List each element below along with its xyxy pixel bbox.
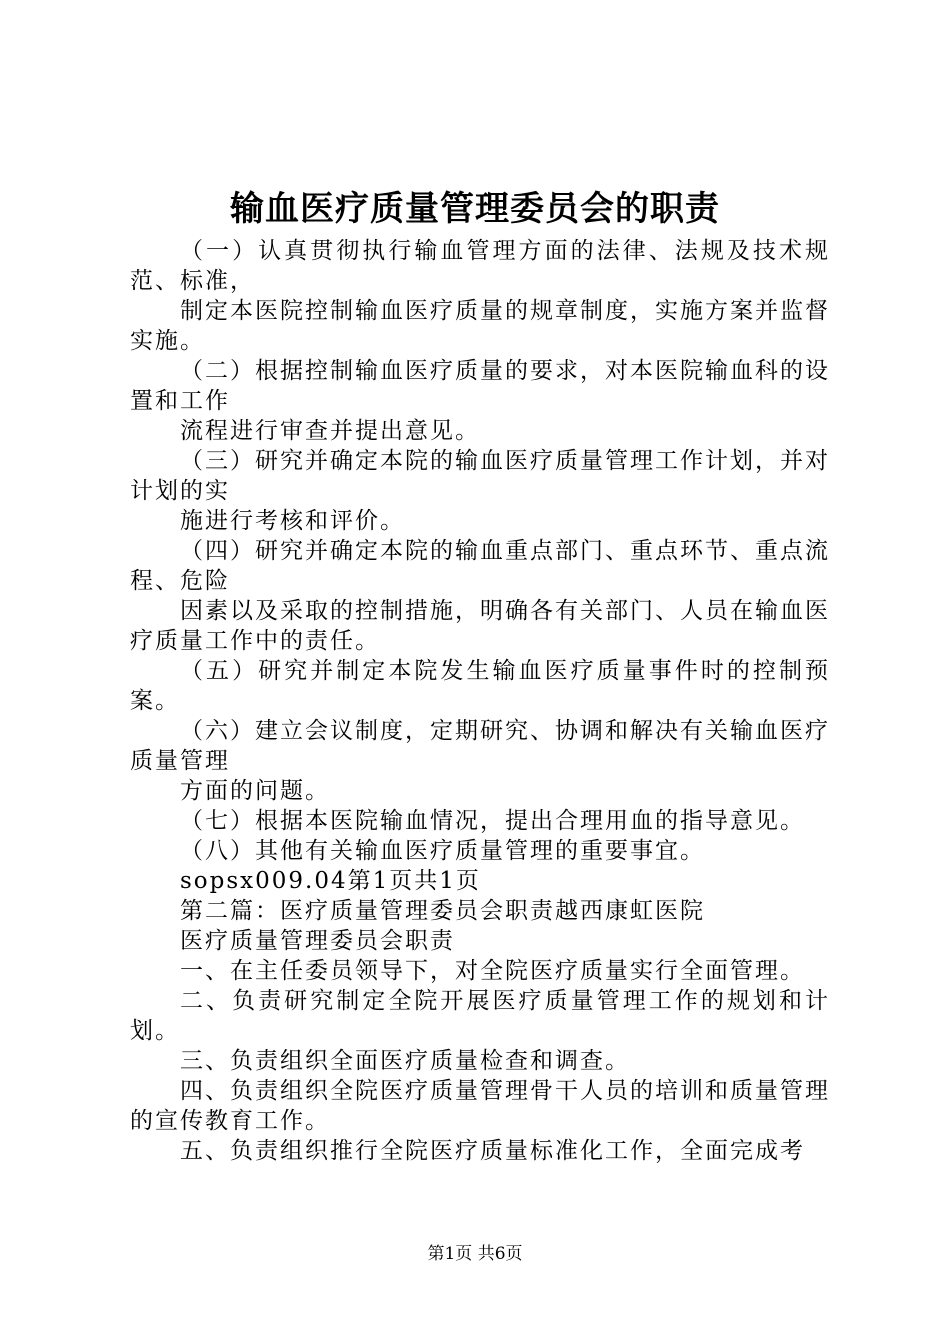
paragraph: （三）研究并确定本院的输血医疗质量管理工作计划，并对计划的实 (130, 448, 830, 504)
paragraph: 因素以及采取的控制措施，明确各有关部门、人员在输血医疗质量工作中的责任。 (130, 598, 830, 654)
paragraph: 方面的问题。 (180, 778, 330, 804)
page-footer: 第1页 共6页 (427, 1244, 523, 1264)
paragraph: 第二篇：医疗质量管理委员会职责越西康虹医院 (180, 898, 705, 924)
paragraph: 三、负责组织全面医疗质量检查和调查。 (180, 1048, 630, 1074)
paragraph: （二）根据控制输血医疗质量的要求，对本医院输血科的设置和工作 (130, 358, 830, 414)
paragraph: 二、负责研究制定全院开展医疗质量管理工作的规划和计划。 (130, 988, 830, 1044)
paragraph: （四）研究并确定本院的输血重点部门、重点环节、重点流程、危险 (130, 538, 830, 594)
paragraph: 医疗质量管理委员会职责 (180, 928, 455, 954)
paragraph: 施进行考核和评价。 (180, 508, 405, 534)
document-title: 输血医疗质量管理委员会的职责 (230, 189, 720, 229)
document-body (130, 236, 830, 1166)
paragraph: （七）根据本医院输血情况，提出合理用血的指导意见。 (180, 808, 805, 834)
paragraph: 一、在主任委员领导下，对全院医疗质量实行全面管理。 (180, 958, 805, 984)
paragraph: 流程进行审查并提出意见。 (180, 418, 480, 444)
paragraph: 四、负责组织全院医疗质量管理骨干人员的培训和质量管理的宣传教育工作。 (130, 1078, 830, 1134)
paragraph: （八）其他有关输血医疗质量管理的重要事宜。 (180, 838, 705, 864)
paragraph: 制定本医院控制输血医疗质量的规章制度，实施方案并监督实施。 (130, 298, 830, 354)
paragraph: 五、负责组织推行全院医疗质量标准化工作，全面完成考 (180, 1138, 805, 1164)
paragraph: （五）研究并制定本院发生输血医疗质量事件时的控制预案。 (130, 658, 830, 714)
paragraph: sopsx009.04第1页共1页 (180, 868, 481, 894)
paragraph: （一）认真贯彻执行输血管理方面的法律、法规及技术规范、标准， (130, 238, 830, 294)
paragraph: （六）建立会议制度，定期研究、协调和解决有关输血医疗质量管理 (130, 718, 830, 774)
